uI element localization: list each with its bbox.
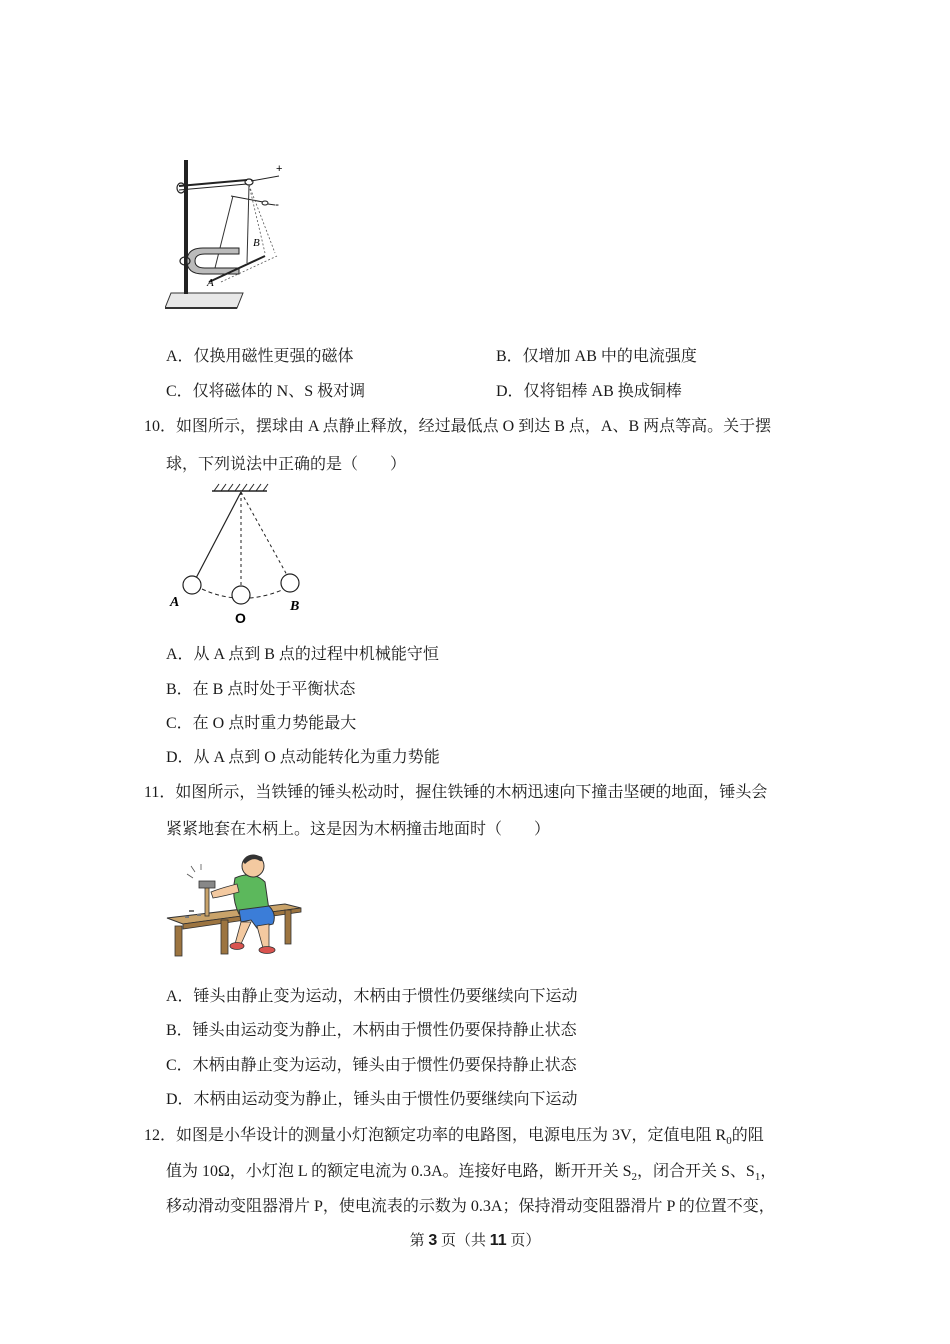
q11-option-b[interactable]	[166, 1017, 577, 1040]
footer-post: 页）	[506, 1233, 541, 1249]
q9-option-c[interactable]	[166, 378, 365, 401]
hammer-figure	[165, 848, 305, 960]
q12-stem-line2	[166, 1158, 776, 1183]
footer-page-number: 3	[428, 1232, 438, 1249]
q10-option-d[interactable]	[166, 744, 440, 767]
pendulum-b-label: B	[290, 599, 300, 614]
q12-line2-sub1: 2	[631, 1171, 638, 1184]
q12-stem-line1	[144, 1122, 764, 1147]
q10-option-c-text: C．在 O 点时重力势能最大	[166, 715, 357, 732]
q11-option-a-text: A．锤头由静止变为运动，木柄由于惯性仍要继续向下运动	[166, 988, 578, 1005]
footer-pre: 第	[409, 1233, 429, 1249]
q10-option-a-text: A．从 A 点到 B 点的过程中机械能守恒	[166, 646, 439, 663]
pendulum-o-label: O	[235, 610, 246, 626]
footer-total-pages: 11	[489, 1232, 507, 1249]
q10-option-d-text: D．从 A 点到 O 点动能转化为重力势能	[166, 749, 440, 766]
q10-option-b-text: B．在 B 点时处于平衡状态	[166, 681, 356, 698]
q12-line2-pre: 值为 10Ω，小灯泡 L 的额定电流为 0.3A。连接好电路，断开开关 S	[166, 1163, 632, 1180]
footer-mid: 页（共	[437, 1233, 490, 1249]
q10-stem-line1: 10．如图所示，摆球由 A 点静止释放，经过最低点 O 到达 B 点，A、B 两点等高。关于摆	[144, 418, 772, 435]
q11-option-c-text: C．木柄由静止变为运动，锤头由于惯性仍要保持静止状态	[166, 1057, 577, 1074]
minus-label: -	[275, 197, 279, 211]
q12-stem-line3: 移动滑动变阻器滑片 P，使电流表的示数为 0.3A；保持滑动变阻器滑片 P 的位置不变，	[166, 1198, 775, 1215]
q9-option-b-text: B．仅增加 AB 中的电流强度	[496, 348, 697, 365]
q11-stem-line1: 11．如图所示，当铁锤的锤头松动时，握住铁锤的木柄迅速向下撞击坚硬的地面，锤头会	[144, 784, 768, 801]
q11-stem-line2: 紧紧地套在木柄上。这是因为木柄撞击地面时（ ）	[166, 821, 551, 838]
q11-option-b-text: B．锤头由运动变为静止，木柄由于惯性仍要保持静止状态	[166, 1022, 577, 1039]
page-footer	[0, 1229, 950, 1250]
point-b-label: B	[253, 237, 260, 249]
q12-line1-sub: 0	[726, 1135, 732, 1148]
q10-option-b[interactable]	[166, 676, 355, 699]
q9-option-c-text: C．仅将磁体的 N、S 极对调	[166, 383, 366, 400]
q9-option-b[interactable]	[496, 343, 697, 366]
q12-line1-pre: 12．如图是小华设计的测量小灯泡额定功率的电路图，电源电压为 3V，定值电阻 R	[144, 1127, 727, 1144]
q9-option-a-text: A．仅换用磁性更强的磁体	[166, 348, 354, 365]
q11-option-d[interactable]	[166, 1086, 578, 1109]
pendulum-a-label: A	[170, 595, 180, 610]
q12-line2-post: ，	[760, 1163, 777, 1180]
q12-line1-post: 的阻	[731, 1127, 764, 1144]
q11-option-a[interactable]	[166, 983, 578, 1006]
q11-option-c[interactable]	[166, 1052, 577, 1075]
plus-label: +	[276, 163, 283, 175]
q9-option-d[interactable]	[496, 378, 682, 401]
q10-stem-line2: 球，下列说法中正确的是（ ）	[166, 456, 407, 473]
q10-option-c[interactable]	[166, 710, 356, 733]
q9-option-d-text: D．仅将铝棒 AB 换成铜棒	[496, 383, 682, 400]
q12-line2-sub2: 1	[754, 1171, 761, 1184]
q12-line2-mid: ，闭合开关 S、S	[637, 1163, 755, 1180]
q10-option-a[interactable]	[166, 641, 439, 664]
point-a-label: A	[207, 277, 214, 289]
q9-option-a[interactable]	[166, 343, 354, 366]
magnet-stand-figure	[165, 158, 305, 318]
pendulum-figure	[162, 482, 312, 627]
q11-option-d-text: D．木柄由运动变为静止，锤头由于惯性仍要继续向下运动	[166, 1091, 578, 1108]
